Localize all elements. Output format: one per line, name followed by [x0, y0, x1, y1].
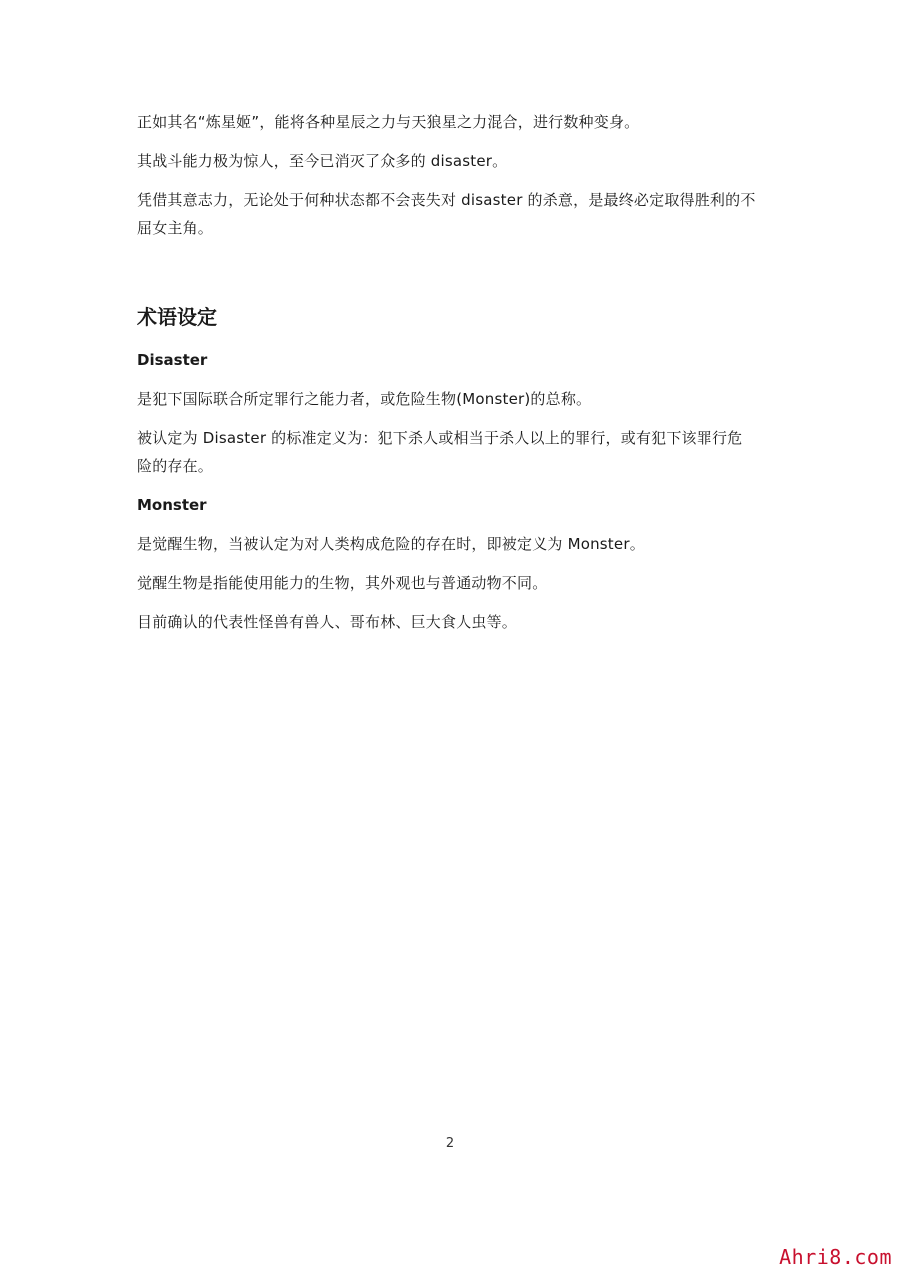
intro-paragraph: 凭借其意志力，无论处于何种状态都不会丧失对 disaster 的杀意，是最终必定取得胜利的不屈女主角。 — [137, 191, 756, 237]
page-number: 2 — [445, 1136, 455, 1151]
intro-paragraph: 其战斗能力极为惊人，至今已消灭了众多的 disaster。 — [137, 152, 508, 170]
term-heading-disaster: Disaster — [137, 351, 208, 369]
page-content — [137, 108, 757, 647]
section-title-terms: 术语设定 — [137, 305, 217, 329]
term-paragraph: 是犯下国际联合所定罪行之能力者，或危险生物(Monster)的总称。 — [137, 390, 592, 408]
term-paragraph: 目前确认的代表性怪兽有兽人、哥布林、巨大食人虫等。 — [137, 613, 518, 631]
term-paragraph: 觉醒生物是指能使用能力的生物，其外观也与普通动物不同。 — [137, 574, 548, 592]
term-paragraph: 被认定为 Disaster 的标准定义为：犯下杀人或相当于杀人以上的罪行，或有犯下该罪行危险的存在。 — [137, 429, 743, 475]
watermark: Ahri8.com — [779, 1245, 892, 1269]
intro-paragraph: 正如其名“炼星姬”，能将各种星辰之力与天狼星之力混合，进行数种变身。 — [137, 113, 640, 131]
term-heading-monster: Monster — [137, 496, 207, 514]
term-paragraph: 是觉醒生物，当被认定为对人类构成危险的存在时，即被定义为 Monster。 — [137, 535, 645, 553]
